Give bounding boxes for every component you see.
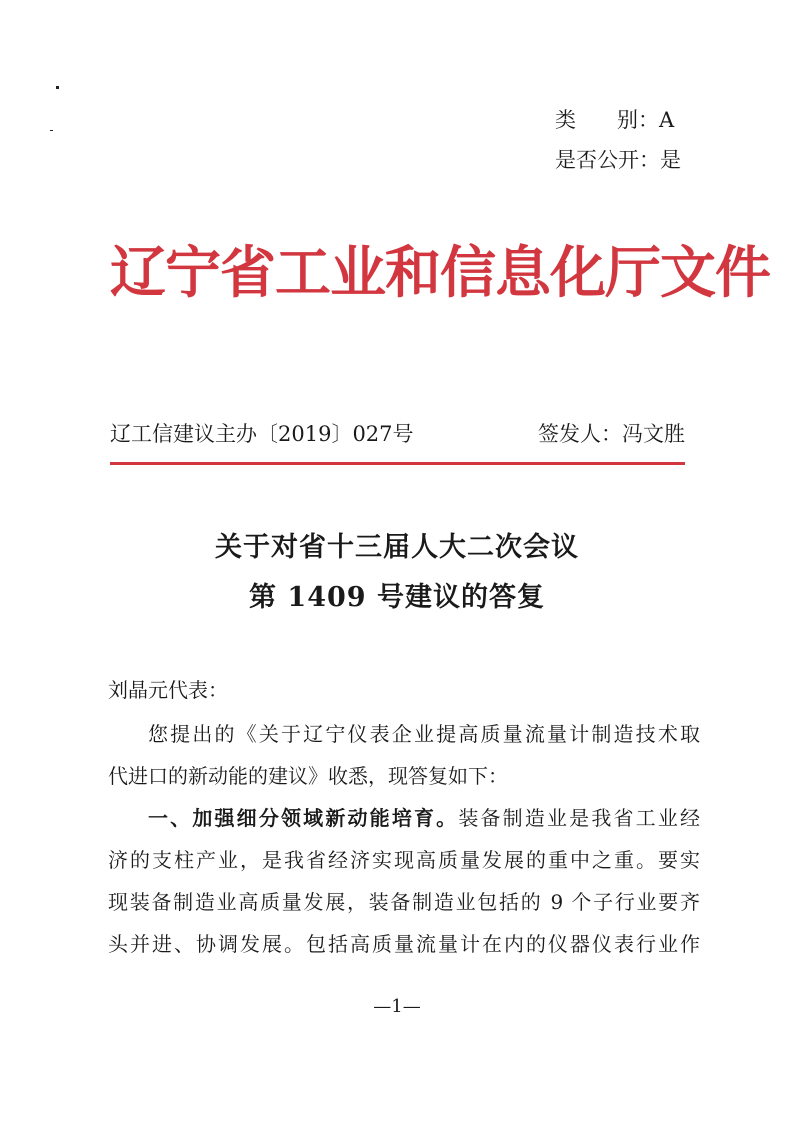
body-paragraph-1-line-1: 您提出的《关于辽宁仪表企业提高质量流量计制造技术取 — [148, 722, 700, 746]
document-title-line-1: 关于对省十三届人大二次会议 — [215, 532, 579, 563]
body-paragraph-2-line-1-text: 装备制造业是我省工业经 — [458, 806, 701, 830]
public-label: 是否公开： — [555, 148, 660, 172]
category-value: A — [659, 108, 675, 132]
issuing-org-title: 辽宁省工业和信息化厅文件 — [110, 240, 770, 306]
section-heading-1: 一、加强细分领域新动能培育。 — [148, 806, 459, 830]
body-paragraph-2-line-1 — [148, 804, 700, 832]
red-divider — [110, 462, 685, 465]
public-line — [555, 146, 681, 174]
body-paragraph-2-line-2: 济的支柱产业，是我省经济实现高质量发展的重中之重。要实 — [108, 848, 700, 872]
scan-speck — [50, 130, 53, 131]
category-label-b: 别： — [617, 108, 659, 132]
category-line — [555, 106, 674, 134]
document-number: 辽工信建议主办〔2019〕027号 — [110, 422, 414, 446]
body-paragraph-2-line-3: 现装备制造业高质量发展，装备制造业包括的 9 个子行业要齐 — [108, 890, 700, 914]
salutation: 刘晶元代表： — [108, 678, 228, 702]
document-title-line-2: 第 1409 号建议的答复 — [249, 582, 545, 613]
category-label-a: 类 — [555, 108, 576, 132]
body-paragraph-1-line-2: 代进口的新动能的建议》收悉，现答复如下： — [108, 764, 508, 788]
body-paragraph-2-line-4: 头并进、协调发展。包括高质量流量计在内的仪器仪表行业作 — [108, 932, 700, 956]
page-number: —1— — [373, 996, 421, 1017]
signer: 签发人：冯文胜 — [538, 422, 685, 446]
public-value: 是 — [660, 148, 681, 172]
scan-speck — [56, 86, 59, 89]
